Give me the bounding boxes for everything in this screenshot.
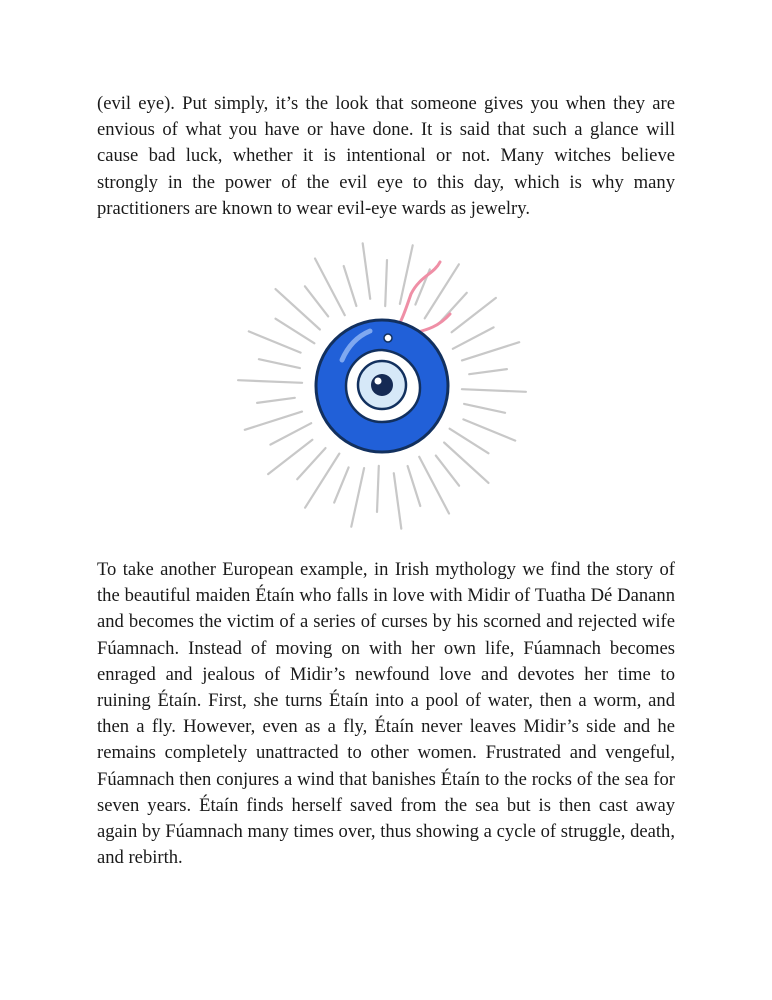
ray-line (377, 466, 379, 512)
ray-line (385, 260, 387, 306)
ray-line (305, 454, 339, 508)
ray-line (238, 380, 302, 383)
ray-line (334, 467, 348, 502)
ray-line (464, 404, 505, 413)
ray-line (469, 369, 507, 374)
ray-line (245, 412, 302, 430)
body-paragraph-evil-eye: (evil eye). Put simply, it’s the look that someone gives you when they are envious of what you have or have done. It is said that such a glance will cause bad luck, whether it is intentional or not. Many witches believe strongly in the power of the evil eye to this day, which is why many practitioners are known to wear evil-eye wards as jewelry. (97, 93, 675, 219)
body-paragraph-etain: To take another European example, in Irish mythology we find the story of the beautiful maiden Étaín who falls in love with Midir of Tuatha Dé Danann and becomes the victim of a series of curses by his scorned and rejected wife Fúamnach. Instead of moving on with her own life, Fúamnach becomes enraged and jealous of Midir’s newfound love and devotes her time to ruining Étaín. First, she turns Étaín into a pool of water, then a worm, and then a fly. However, even as a fly, Étaín never leaves Midir’s side and he remains completely unattracted to other women. Frustrated and vengeful, Fúamnach then conjures a wind that banishes Étaín to the rocks of the sea for seven years. Étaín finds herself saved from the sea but is then cast away again by Fúamnach many times over, thus showing a cycle of struggle, death, and rebirth. (97, 559, 675, 869)
ray-line (450, 429, 489, 454)
ray-line (408, 466, 421, 506)
pupil-glint (375, 378, 382, 385)
ray-line (276, 319, 315, 344)
evil-eye-amulet-icon (236, 234, 532, 534)
ray-line (270, 423, 311, 444)
ray-line (344, 266, 357, 306)
ray-line (462, 342, 519, 360)
ray-line (257, 398, 295, 403)
ray-line (462, 389, 526, 392)
ray-line (297, 448, 325, 479)
ray-line (305, 286, 328, 316)
ray-line (259, 359, 300, 368)
ray-line (363, 243, 371, 298)
ray-line (463, 419, 515, 440)
bead-hole (384, 334, 392, 342)
ray-line (394, 473, 402, 529)
ray-line (351, 468, 364, 527)
eye-pupil (371, 374, 393, 396)
ray-line (453, 327, 494, 348)
ray-line (436, 456, 459, 486)
ray-line (249, 331, 301, 352)
